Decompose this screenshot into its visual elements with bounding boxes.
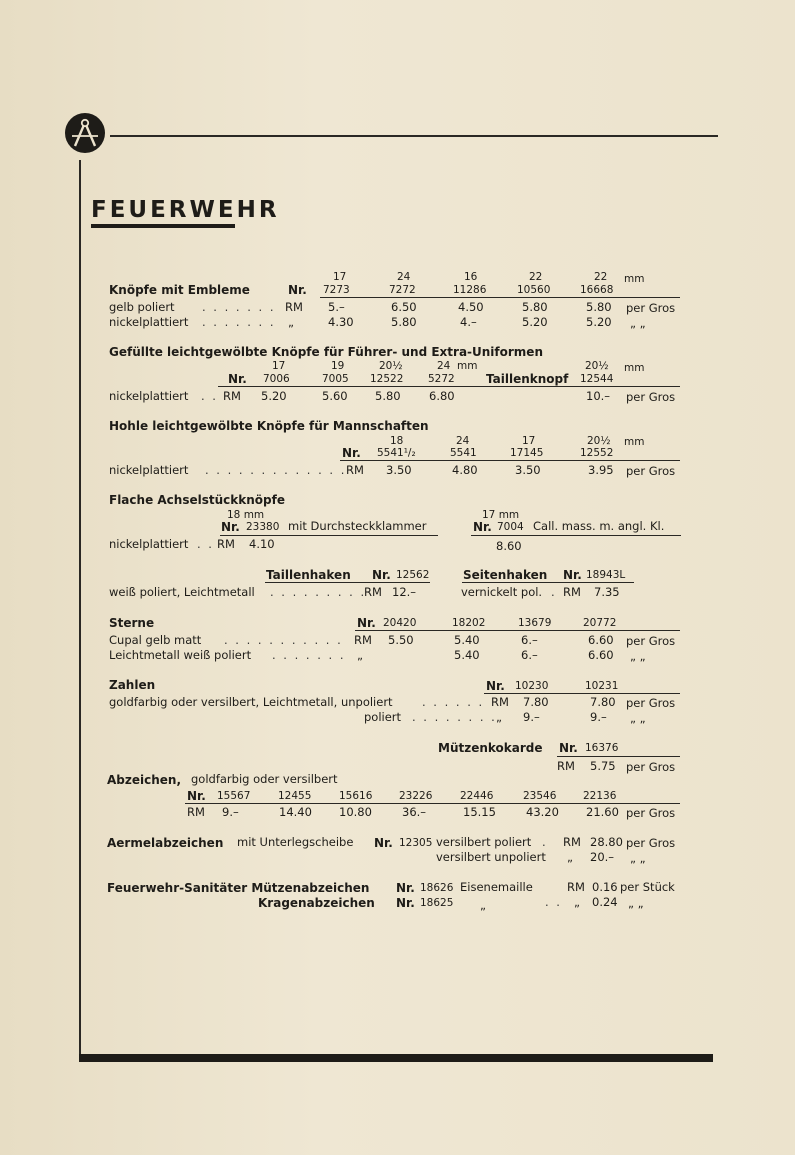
section-heading-aermelabzeichen: Aermelabzeichen bbox=[107, 836, 224, 850]
abzeichen-number: 23226 bbox=[399, 790, 433, 802]
sanitaeter-number: 18625 bbox=[420, 897, 454, 909]
price: 5.80 bbox=[391, 315, 417, 329]
hohle-number: 12552 bbox=[580, 447, 614, 459]
price: 43.20 bbox=[526, 805, 559, 819]
price: 21.60 bbox=[586, 805, 619, 819]
per-unit: per Gros bbox=[626, 696, 676, 710]
currency-lead: RM bbox=[491, 695, 509, 709]
emblem-number: 7272 bbox=[389, 284, 416, 296]
abzeichen-number: 22136 bbox=[583, 790, 617, 802]
aermel-number: 12305 bbox=[399, 837, 433, 849]
emblem-number: 11286 bbox=[453, 284, 487, 296]
abzeichen-number: 22446 bbox=[460, 790, 494, 802]
gef-unit: mm bbox=[457, 360, 478, 372]
price: 7.80 bbox=[523, 695, 549, 709]
price: 36.– bbox=[402, 805, 427, 819]
zahlen-row-label: poliert bbox=[364, 710, 402, 724]
aermel-row-label: versilbert unpoliert bbox=[436, 850, 546, 864]
emblem-size: 16 bbox=[464, 271, 478, 283]
sterne-row-label: Leichtmetall weiß poliert bbox=[109, 648, 252, 662]
sanitaeter-material: Eisenemaille bbox=[460, 880, 533, 894]
currency-lead: RM bbox=[563, 835, 581, 849]
section-heading-seitenhaken: Seitenhaken bbox=[463, 568, 548, 582]
nr-label: Nr. bbox=[342, 446, 361, 460]
abzeichen-rule bbox=[185, 803, 680, 804]
emblem-size: 24 bbox=[397, 271, 411, 283]
nr-label: Nr. bbox=[563, 568, 582, 582]
price: 4.50 bbox=[458, 300, 484, 314]
sterne-number: 18202 bbox=[452, 617, 486, 629]
emblem-rule bbox=[320, 297, 680, 298]
price: 7.35 bbox=[594, 585, 620, 599]
nr-label: Nr. bbox=[372, 568, 391, 582]
price: 10.80 bbox=[339, 805, 372, 819]
price: 6.50 bbox=[391, 300, 417, 314]
nr-label: Nr. bbox=[473, 520, 492, 534]
per-unit: per Gros bbox=[626, 390, 676, 404]
emblem-size: 22 bbox=[529, 271, 543, 283]
section-heading-sanitaeter: Feuerwehr-Sanitäter Mützenabzeichen bbox=[107, 881, 370, 895]
price: 3.50 bbox=[386, 463, 412, 477]
leader-dots: . . . . . . . . bbox=[412, 710, 497, 724]
flache-note: mit Durchsteckklammer bbox=[288, 519, 427, 533]
leader-dots: . . bbox=[201, 389, 218, 403]
haken-rule bbox=[462, 582, 634, 583]
sterne-number: 13679 bbox=[518, 617, 552, 629]
per-unit: per Gros bbox=[626, 634, 676, 648]
price: 5.80 bbox=[586, 300, 612, 314]
currency-lead: „ bbox=[567, 850, 573, 864]
gef-number: 12544 bbox=[580, 373, 614, 385]
muetzen-rule bbox=[557, 756, 680, 757]
per-unit-ditto: „ „ bbox=[630, 711, 646, 725]
nr-label: Nr. bbox=[357, 616, 376, 630]
abzeichen-subheading: goldfarbig oder versilbert bbox=[191, 772, 338, 786]
emblem-unit: mm bbox=[624, 273, 645, 285]
leader-dots: . . . . . . . bbox=[202, 315, 276, 329]
leader-dots: . . . . . . . . . bbox=[270, 585, 367, 599]
price: 5.60 bbox=[322, 389, 348, 403]
flache-note: Call. mass. m. angl. Kl. bbox=[533, 519, 665, 533]
abzeichen-number: 12455 bbox=[278, 790, 312, 802]
currency-lead: RM bbox=[567, 880, 585, 894]
gef-size: 19 bbox=[331, 360, 345, 372]
aermel-subheading: mit Unterlegscheibe bbox=[237, 835, 354, 849]
nr-label: Nr. bbox=[396, 881, 415, 895]
flache-rule bbox=[471, 535, 681, 536]
currency-lead: RM bbox=[285, 300, 303, 314]
price: 15.15 bbox=[463, 805, 496, 819]
per-unit-ditto: „ „ bbox=[630, 316, 646, 330]
hohle-size: 18 bbox=[390, 435, 404, 447]
leader-dots: . bbox=[542, 835, 548, 849]
sterne-number: 20420 bbox=[383, 617, 417, 629]
nr-label: Nr. bbox=[288, 283, 307, 297]
per-unit: per Gros bbox=[626, 464, 676, 478]
currency-lead: „ bbox=[496, 710, 502, 724]
section-heading-abzeichen: Abzeichen, bbox=[107, 773, 182, 787]
gef-unit: mm bbox=[624, 362, 645, 374]
price: 28.80 bbox=[590, 835, 623, 849]
price: 3.50 bbox=[515, 463, 541, 477]
per-unit: per Gros bbox=[626, 836, 676, 850]
title-underline bbox=[91, 224, 235, 228]
section-heading-kragenabzeichen: Kragenabzeichen bbox=[258, 896, 375, 910]
leader-dots: . . . . . . . . . . . . . bbox=[205, 463, 347, 477]
price: 5.– bbox=[328, 300, 345, 314]
bottom-bar bbox=[79, 1054, 713, 1062]
haken-number: 12562 bbox=[396, 569, 430, 581]
price: 20.– bbox=[590, 850, 615, 864]
flache-number: 23380 bbox=[246, 521, 280, 533]
abzeichen-number: 23546 bbox=[523, 790, 557, 802]
muetzen-number: 16376 bbox=[585, 742, 619, 754]
nr-label: Nr. bbox=[187, 789, 206, 803]
price: 6.– bbox=[521, 648, 538, 662]
ditto-mark: „ bbox=[480, 898, 486, 912]
price: 5.40 bbox=[454, 648, 480, 662]
price: 4.10 bbox=[249, 537, 275, 551]
currency-lead: „ bbox=[357, 648, 363, 662]
left-frame-line bbox=[79, 160, 81, 1062]
leader-dots: . . bbox=[545, 895, 562, 909]
gef-size: 17 bbox=[272, 360, 286, 372]
price: 9.– bbox=[523, 710, 540, 724]
nr-label: Nr. bbox=[221, 520, 240, 534]
page-title: FEUERWEHR bbox=[91, 197, 280, 223]
nr-label: Nr. bbox=[486, 679, 505, 693]
emblem-size: 17 bbox=[333, 271, 347, 283]
hohle-size: 20½ bbox=[587, 435, 611, 447]
price: 6.– bbox=[521, 633, 538, 647]
price: 5.40 bbox=[454, 633, 480, 647]
price: 6.60 bbox=[588, 633, 614, 647]
flache-size: 17 mm bbox=[482, 509, 520, 521]
sanitaeter-number: 18626 bbox=[420, 882, 454, 894]
gef-size: 24 bbox=[437, 360, 451, 372]
price: 0.24 bbox=[592, 895, 618, 909]
sterne-row-label: Cupal gelb matt bbox=[109, 633, 202, 647]
currency-lead: RM bbox=[557, 759, 575, 773]
price: 12.– bbox=[392, 585, 417, 599]
leader-dots: . bbox=[551, 585, 557, 599]
nr-label: Nr. bbox=[396, 896, 415, 910]
emblem-number: 16668 bbox=[580, 284, 614, 296]
price: 0.16 bbox=[592, 880, 618, 894]
price: 4.80 bbox=[452, 463, 478, 477]
section-heading-muetzenkokarde: Mützenkokarde bbox=[438, 741, 543, 755]
hohle-size: 17 bbox=[522, 435, 536, 447]
hohle-number: 5541¹/₂ bbox=[377, 447, 416, 459]
gef-rule bbox=[218, 386, 680, 387]
zahlen-row-label: goldfarbig oder versilbert, Leichtmetall, unpoliert bbox=[109, 695, 393, 709]
gef-row-label: nickelplattiert bbox=[109, 389, 189, 403]
emblem-row-label: gelb poliert bbox=[109, 300, 175, 314]
hohle-number: 5541 bbox=[450, 447, 477, 459]
price: 4.30 bbox=[328, 315, 354, 329]
nr-label: Nr. bbox=[228, 372, 247, 386]
currency-lead: RM bbox=[187, 805, 205, 819]
per-unit: per Gros bbox=[626, 806, 676, 820]
section-heading-flache: Flache Achselstückknöpfe bbox=[109, 493, 285, 507]
haken-row-label: vernickelt pol. bbox=[461, 585, 543, 599]
nr-label: Nr. bbox=[374, 836, 393, 850]
price: 5.75 bbox=[590, 759, 616, 773]
currency-lead: RM bbox=[223, 389, 241, 403]
currency-lead: RM bbox=[217, 537, 235, 551]
zahlen-rule bbox=[484, 693, 680, 694]
section-heading-emblem: Knöpfe mit Embleme bbox=[109, 283, 250, 297]
section-heading-hohle: Hohle leichtgewölbte Knöpfe für Mannschaften bbox=[109, 419, 429, 433]
price: 5.80 bbox=[375, 389, 401, 403]
gef-number: 12522 bbox=[370, 373, 404, 385]
sterne-rule bbox=[355, 630, 680, 631]
price: 4.– bbox=[460, 315, 477, 329]
price: 10.– bbox=[586, 389, 611, 403]
hohle-rule bbox=[340, 460, 680, 461]
price: 6.80 bbox=[429, 389, 455, 403]
haken-row-label: weiß poliert, Leichtmetall bbox=[109, 585, 255, 599]
zahlen-number: 10231 bbox=[585, 680, 619, 692]
price: 8.60 bbox=[496, 539, 522, 553]
per-unit: per Stück bbox=[620, 880, 675, 894]
hohle-number: 17145 bbox=[510, 447, 544, 459]
gef-number: 7006 bbox=[263, 373, 290, 385]
per-unit-ditto: „ „ bbox=[630, 649, 646, 663]
price: 6.60 bbox=[588, 648, 614, 662]
leader-dots: . . . . . . . . . . . bbox=[224, 633, 343, 647]
currency-lead: RM bbox=[563, 585, 581, 599]
price: 3.95 bbox=[588, 463, 614, 477]
price: 5.20 bbox=[522, 315, 548, 329]
per-unit-ditto: „ „ bbox=[630, 851, 646, 865]
price: 14.40 bbox=[279, 805, 312, 819]
emblem-row-label: nickelplattiert bbox=[109, 315, 189, 329]
gef-size: 20½ bbox=[379, 360, 403, 372]
haken-number: 18943L bbox=[586, 569, 626, 581]
header-rule bbox=[110, 135, 718, 137]
taillenknopf-label: Taillenknopf bbox=[486, 372, 569, 386]
hohle-row-label: nickelplattiert bbox=[109, 463, 189, 477]
leader-dots: . . bbox=[197, 537, 214, 551]
abzeichen-number: 15567 bbox=[217, 790, 251, 802]
currency-lead: RM bbox=[346, 463, 364, 477]
price: 9.– bbox=[590, 710, 607, 724]
hohle-size: 24 bbox=[456, 435, 470, 447]
emblem-number: 7273 bbox=[323, 284, 350, 296]
aermel-row-label: versilbert poliert bbox=[436, 835, 532, 849]
sterne-number: 20772 bbox=[583, 617, 617, 629]
currency-lead: RM bbox=[354, 633, 372, 647]
leader-dots: . . . . . . . bbox=[272, 648, 346, 662]
price: 5.20 bbox=[586, 315, 612, 329]
leader-dots: . . . . . . . bbox=[202, 300, 276, 314]
flache-rule bbox=[220, 535, 438, 536]
nr-label: Nr. bbox=[559, 741, 578, 755]
currency-lead: „ bbox=[574, 895, 580, 909]
hohle-unit: mm bbox=[624, 436, 645, 448]
compass-logo-icon bbox=[64, 112, 106, 154]
per-unit: per Gros bbox=[626, 301, 676, 315]
flache-number: 7004 bbox=[497, 521, 524, 533]
gef-number: 7005 bbox=[322, 373, 349, 385]
price: 7.80 bbox=[590, 695, 616, 709]
section-heading-zahlen: Zahlen bbox=[109, 678, 156, 692]
currency-lead: RM bbox=[364, 585, 382, 599]
per-unit: per Gros bbox=[626, 760, 676, 774]
haken-rule bbox=[265, 582, 430, 583]
price: 5.20 bbox=[261, 389, 287, 403]
price: 5.80 bbox=[522, 300, 548, 314]
leader-dots: . . . . . . bbox=[422, 695, 485, 709]
gef-number: 5272 bbox=[428, 373, 455, 385]
flache-size: 18 mm bbox=[227, 509, 265, 521]
abzeichen-number: 15616 bbox=[339, 790, 373, 802]
flache-row-label: nickelplattiert bbox=[109, 537, 189, 551]
zahlen-number: 10230 bbox=[515, 680, 549, 692]
section-heading-sterne: Sterne bbox=[109, 616, 155, 630]
price: 5.50 bbox=[388, 633, 414, 647]
per-unit-ditto: „ „ bbox=[628, 896, 644, 910]
emblem-size: 22 bbox=[594, 271, 608, 283]
section-heading-taillenhaken: Taillenhaken bbox=[266, 568, 351, 582]
section-heading-gefuellte: Gefüllte leichtgewölbte Knöpfe für Führer- und Extra-Uniformen bbox=[109, 345, 543, 359]
price: 9.– bbox=[222, 805, 239, 819]
emblem-number: 10560 bbox=[517, 284, 551, 296]
currency-lead: „ bbox=[288, 315, 294, 329]
gef-size: 20½ bbox=[585, 360, 609, 372]
